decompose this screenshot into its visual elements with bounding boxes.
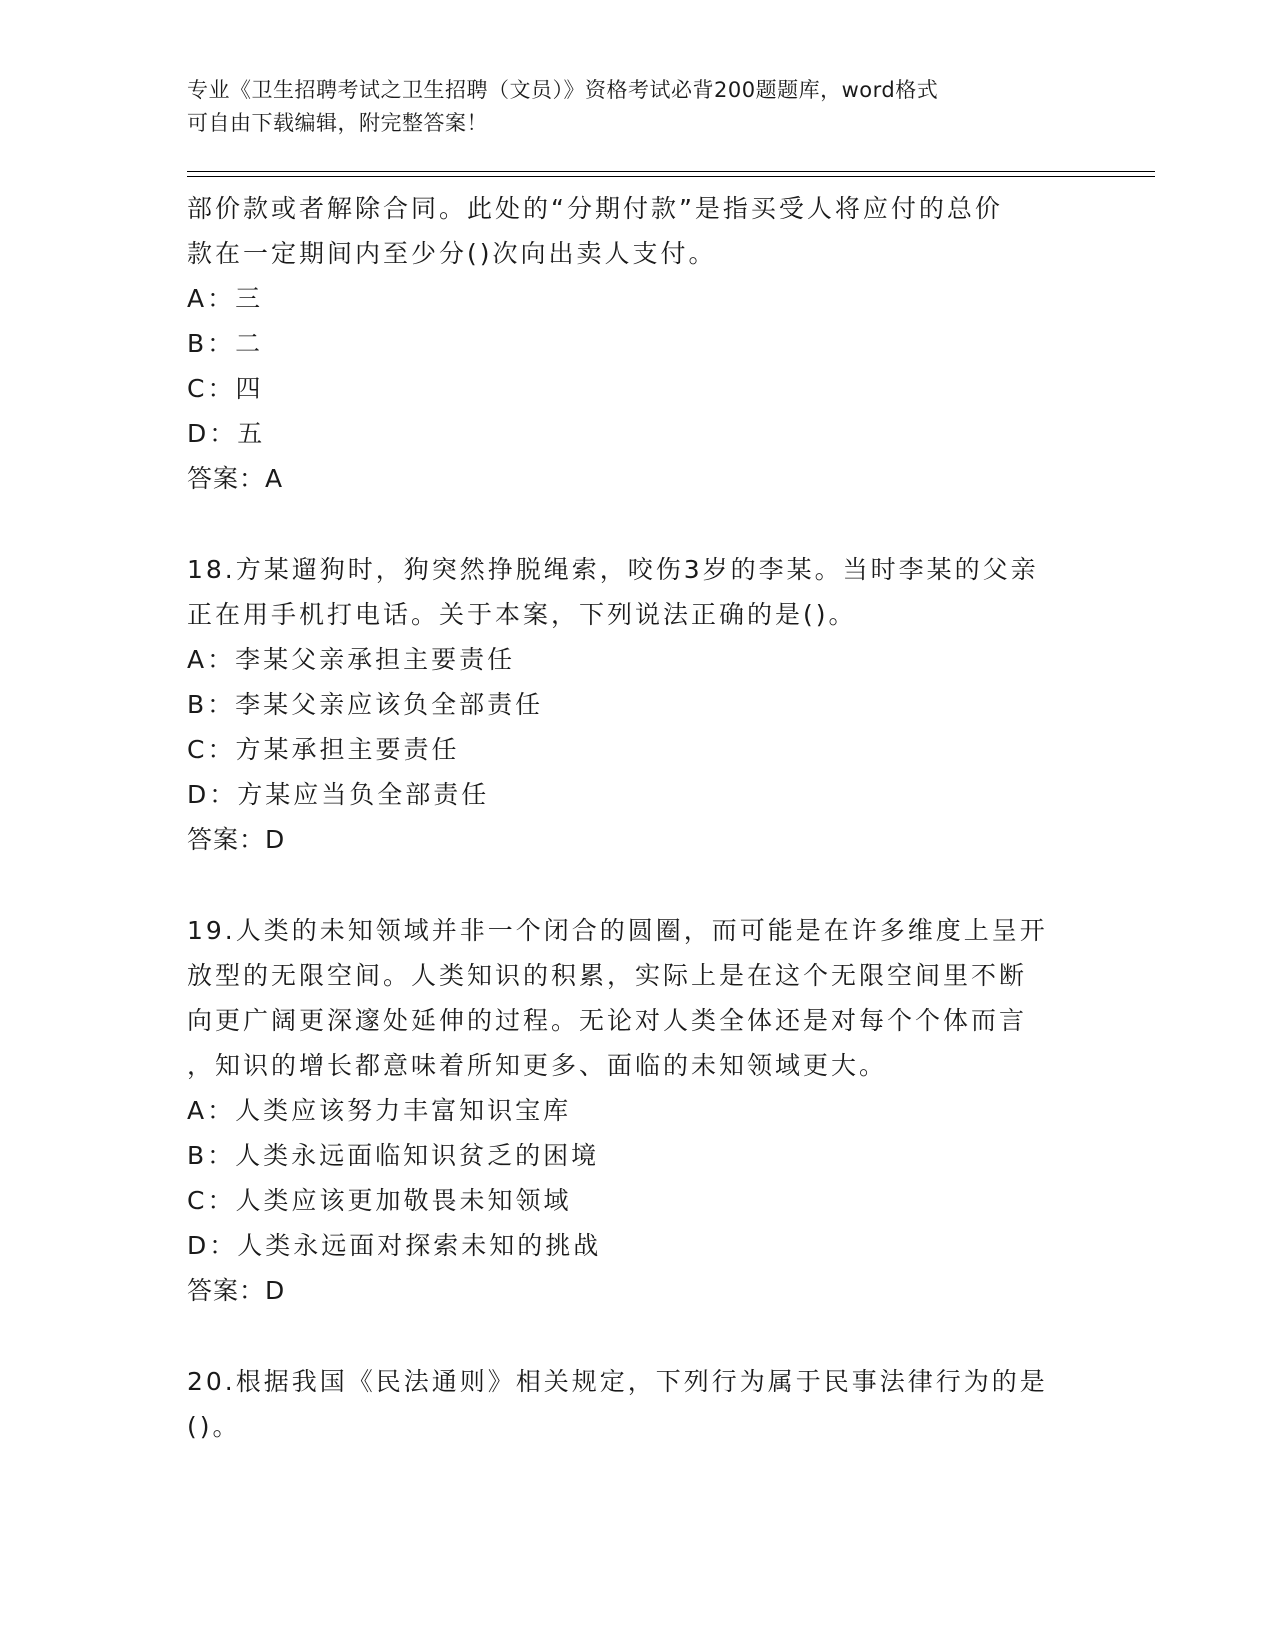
header-rule-top [187, 171, 1155, 172]
header-line-1: 专业《卫生招聘考试之卫生招聘（文员）》资格考试必背200题题库，word格式 [187, 78, 939, 102]
option-d: D：方某应当负全部责任 [187, 780, 490, 809]
answer: 答案：D [187, 1276, 286, 1305]
option-c: C：人类应该更加敬畏未知领域 [187, 1186, 572, 1215]
option-b: B：李某父亲应该负全部责任 [187, 690, 544, 719]
option-d: D：五 [187, 419, 266, 448]
option-d: D：人类永远面对探索未知的挑战 [187, 1231, 602, 1260]
question-text-line: 部价款或者解除合同。此处的“分期付款”是指买受人将应付的总价 [187, 194, 1003, 223]
question-text-line: ()。 [187, 1412, 241, 1441]
document-header [187, 74, 1067, 140]
header-rule-bottom [187, 176, 1155, 177]
question-text-line: 款在一定期间内至少分()次向出卖人支付。 [187, 239, 717, 268]
option-b: B：二 [187, 329, 264, 358]
question-text-line: 正在用手机打电话。关于本案，下列说法正确的是()。 [187, 600, 857, 629]
header-line-2: 可自由下载编辑，附完整答案！ [187, 111, 488, 135]
question-text-line: ，知识的增长都意味着所知更多、面临的未知领域更大。 [187, 1051, 888, 1080]
answer: 答案：D [187, 825, 286, 854]
question-20 [187, 1359, 1087, 1449]
option-a: A：人类应该努力丰富知识宝库 [187, 1096, 572, 1125]
option-b: B：人类永远面临知识贫乏的困境 [187, 1141, 600, 1170]
question-text-line: 向更广阔更深邃处延伸的过程。无论对人类全体还是对每个个体而言 [187, 1006, 1028, 1035]
question-text-line: 19.人类的未知领域并非一个闭合的圆圈，而可能是在许多维度上呈开 [187, 916, 1048, 945]
option-a: A：三 [187, 284, 264, 313]
question-text-line: 20.根据我国《民法通则》相关规定，下列行为属于民事法律行为的是 [187, 1367, 1048, 1396]
question-text-line: 放型的无限空间。人类知识的积累，实际上是在这个无限空间里不断 [187, 961, 1028, 990]
answer: 答案：A [187, 464, 284, 493]
question-17 [187, 186, 1087, 502]
question-text-line: 18.方某遛狗时，狗突然挣脱绳索，咬伤3岁的李某。当时李某的父亲 [187, 555, 1039, 584]
question-19 [187, 908, 1087, 1314]
option-c: C：方某承担主要责任 [187, 735, 460, 764]
question-list [187, 186, 1087, 1449]
question-18 [187, 547, 1087, 863]
option-a: A：李某父亲承担主要责任 [187, 645, 516, 674]
option-c: C：四 [187, 374, 264, 403]
